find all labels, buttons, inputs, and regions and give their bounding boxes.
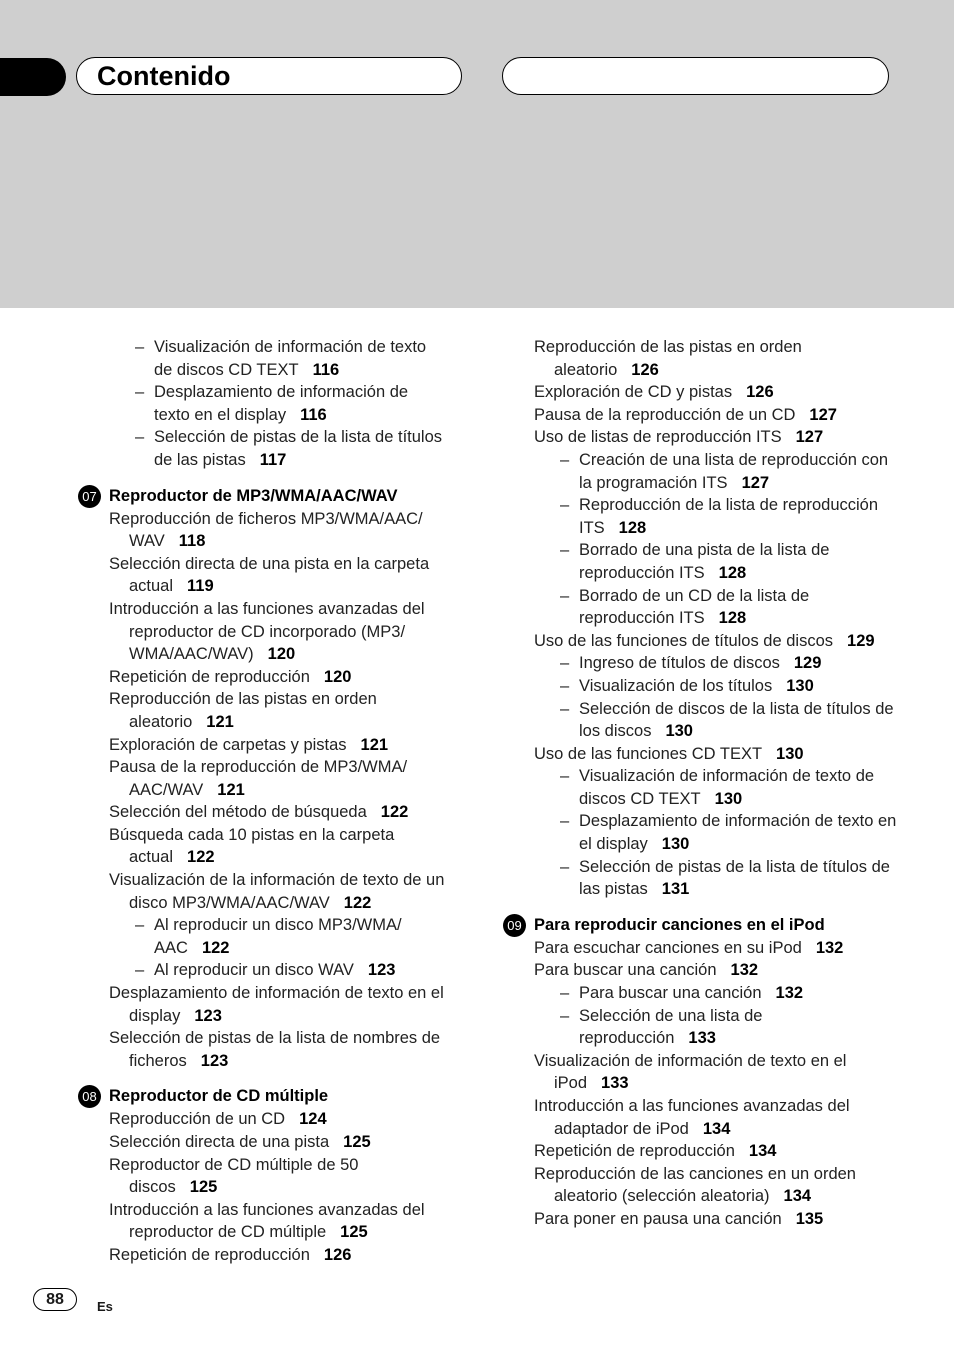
toc-page-number: 130 [661, 835, 690, 854]
toc-entry-text: Selección de pistas de la lista de nombres de ficheros [109, 1029, 441, 1070]
toc-page-number: 116 [300, 405, 327, 424]
toc-entry-text: Selección de discos de la lista de títulos de los discos [579, 699, 894, 741]
toc-page-number: 125 [343, 1133, 371, 1151]
toc-entry-text: Creación de una lista de reproducción con la programación ITS [579, 450, 889, 492]
toc-entry-text: Selección del método de búsqueda [109, 803, 367, 822]
toc-entry[interactable] [78, 756, 448, 801]
toc-page-number: 125 [340, 1223, 368, 1242]
section-number-badge: 07 [78, 485, 101, 508]
toc-subentry[interactable] [503, 585, 898, 630]
toc-subentry[interactable] [78, 914, 448, 959]
toc-page-number: 129 [793, 654, 822, 673]
toc-entry-text: Introducción a las funciones avanzadas del reproductor de CD incorporado (MP3/ WMA/AAC/WAV) [109, 599, 425, 664]
toc-entry-text: Al reproducir un disco WAV [154, 961, 354, 980]
toc-entry-text: Selección directa de una pista en la carpeta actual [109, 554, 430, 596]
toc-page-number: 130 [665, 722, 693, 741]
toc-entry[interactable] [503, 426, 898, 449]
toc-entry-text: Visualización de información de texto de discos CD TEXT [579, 767, 875, 808]
toc-entry-text: Borrado de un CD de la lista de reproducción ITS [579, 586, 810, 628]
toc-entry-text: Desplazamiento de información de texto en el display [154, 383, 409, 424]
toc-page-number: 121 [206, 712, 234, 731]
toc-entry[interactable] [78, 734, 448, 757]
title-box [76, 57, 462, 95]
toc-page-number: 132 [775, 984, 804, 1003]
toc-entry[interactable] [78, 598, 448, 666]
blank-header-box [502, 57, 889, 95]
toc-entry-text: Búsqueda cada 10 pistas en la carpeta actual [109, 825, 395, 867]
toc-page-number: 135 [795, 1209, 824, 1228]
toc-entry[interactable] [78, 666, 448, 689]
toc-page-number: 122 [187, 848, 215, 867]
toc-entry-text: Selección de pistas de la lista de títulos de las pistas [154, 428, 443, 469]
toc-page-number: 127 [741, 473, 770, 492]
toc-entry[interactable] [503, 1050, 898, 1095]
toc-page-number: 120 [267, 645, 296, 664]
toc-entry[interactable] [503, 743, 898, 766]
toc-entry[interactable] [503, 1163, 898, 1208]
toc-page-number: 133 [601, 1074, 629, 1093]
toc-entry-text: Visualización de los títulos [579, 676, 773, 695]
section-tab-marker [0, 58, 66, 96]
section-title: Reproductor de MP3/WMA/AAC/WAV [109, 486, 398, 505]
toc-entry[interactable] [503, 959, 898, 982]
toc-entry[interactable] [78, 982, 448, 1027]
toc-entry-text: Uso de las funciones de títulos de discos [534, 631, 834, 650]
toc-entry[interactable] [503, 1140, 898, 1163]
dash-bullet: – [135, 428, 145, 447]
toc-entry-text: Introducción a las funciones avanzadas del adaptador de iPod [534, 1097, 850, 1138]
toc-section-heading[interactable] [78, 485, 448, 508]
toc-page-number: 132 [815, 938, 844, 957]
dash-bullet: – [560, 699, 570, 718]
toc-right-column [503, 336, 898, 1231]
toc-entry[interactable] [78, 508, 448, 553]
toc-entry-text: Reproducción de las canciones en un orden aleatorio (selección aleatoria) [534, 1164, 856, 1206]
toc-entry-text: Visualización de la información de texto de un disco MP3/WMA/AAC/WAV [109, 871, 445, 912]
toc-page-number: 117 [259, 450, 287, 469]
dash-bullet: – [135, 916, 145, 935]
toc-subentry[interactable] [503, 856, 898, 901]
toc-entry-text: Exploración de carpetas y pistas [109, 735, 347, 754]
toc-entry-text: Reproducción de ficheros MP3/WMA/AAC/ WAV [109, 509, 423, 551]
toc-page-number: 123 [367, 961, 396, 980]
dash-bullet: – [560, 450, 570, 469]
dash-bullet: – [560, 541, 570, 560]
toc-entry[interactable] [78, 1244, 448, 1267]
language-label: Es [97, 1299, 113, 1314]
toc-page-number: 123 [200, 1051, 229, 1070]
toc-subentry[interactable] [503, 810, 898, 855]
toc-page-number: 132 [730, 961, 759, 980]
toc-entry-text: Selección de pistas de la lista de títulos de las pistas [579, 857, 890, 899]
toc-entry-text: Reproducción de un CD [109, 1110, 286, 1129]
toc-entry[interactable] [503, 381, 898, 404]
toc-page-number: 121 [360, 735, 389, 754]
toc-entry-text: Visualización de información de texto de discos CD TEXT [154, 338, 427, 379]
toc-entry[interactable] [78, 553, 448, 598]
toc-page-number: 118 [178, 532, 206, 551]
dash-bullet: – [560, 586, 570, 605]
dash-bullet: – [560, 984, 570, 1003]
toc-entry[interactable] [503, 1095, 898, 1140]
toc-entry-text: Pausa de la reproducción de MP3/WMA/ AAC/WAV [109, 758, 408, 799]
toc-entry-text: Repetición de reproducción [109, 1245, 310, 1264]
toc-subentry[interactable] [503, 652, 898, 675]
toc-left-column [78, 336, 448, 1267]
toc-entry-text: Para escuchar canciones en su iPod [534, 938, 802, 957]
toc-entry-text: Uso de listas de reproducción ITS [534, 428, 782, 447]
toc-entry[interactable] [78, 1027, 448, 1072]
toc-entry[interactable] [78, 869, 448, 914]
dash-bullet: – [560, 1006, 570, 1025]
toc-entry-text: Para poner en pausa una canción [534, 1209, 782, 1228]
toc-subentry[interactable] [78, 381, 448, 426]
toc-section-heading[interactable] [78, 1085, 448, 1108]
toc-page-number: 122 [201, 938, 230, 957]
toc-entry[interactable] [503, 404, 898, 427]
dash-bullet: – [560, 496, 570, 515]
toc-page-number: 122 [380, 803, 409, 822]
toc-entry-text: Repetición de reproducción [534, 1142, 735, 1161]
toc-page-number: 126 [631, 360, 659, 379]
dash-bullet: – [560, 654, 570, 673]
toc-section-heading[interactable] [503, 914, 898, 937]
toc-entry[interactable] [78, 1199, 448, 1244]
section-title: Para reproducir canciones en el iPod [534, 915, 825, 934]
toc-subentry[interactable] [78, 336, 448, 381]
toc-entry-text: Para buscar una canción [579, 984, 762, 1003]
toc-entry-text: Borrado de una pista de la lista de reproducción ITS [579, 541, 830, 582]
toc-entry-text: Al reproducir un disco MP3/WMA/ AAC [154, 916, 402, 957]
toc-entry-text: Uso de las funciones CD TEXT [534, 744, 763, 763]
toc-entry-text: Exploración de CD y pistas [534, 383, 733, 402]
toc-entry-text: Reproducción de las pistas en orden aleatorio [109, 690, 377, 731]
toc-page-number: 129 [847, 631, 875, 650]
toc-subentry[interactable] [78, 959, 448, 982]
toc-entry[interactable] [78, 688, 448, 733]
toc-subentry[interactable] [503, 494, 898, 539]
toc-entry-text: Introducción a las funciones avanzadas del reproductor de CD múltiple [109, 1200, 425, 1242]
toc-page-number: 120 [323, 667, 352, 686]
toc-page-number: 131 [661, 880, 690, 899]
toc-page-number: 127 [809, 405, 837, 424]
toc-subentry[interactable] [503, 1005, 898, 1050]
page-number: 88 [33, 1288, 77, 1311]
toc-page-number: 128 [718, 563, 747, 582]
toc-page-number: 119 [187, 577, 214, 596]
dash-bullet: – [135, 383, 145, 402]
toc-page-number: 128 [718, 609, 747, 628]
toc-page-number: 134 [702, 1119, 731, 1138]
toc-page-number: 127 [795, 428, 824, 447]
dash-bullet: – [135, 338, 145, 356]
toc-entry-text: Reproductor de CD múltiple de 50 discos [109, 1155, 359, 1197]
toc-entry-text: Selección de una lista de reproducción [579, 1006, 763, 1048]
toc-entry[interactable] [78, 1108, 448, 1131]
toc-entry-text: Desplazamiento de información de texto en el display [109, 984, 444, 1025]
toc-subentry[interactable] [503, 675, 898, 698]
toc-entry-text: Pausa de la reproducción de un CD [534, 405, 796, 424]
toc-entry[interactable] [78, 801, 448, 824]
toc-page-number: 134 [748, 1142, 777, 1161]
page-title: Contenido [97, 61, 231, 91]
toc-entry-text: Ingreso de títulos de discos [579, 654, 780, 673]
toc-page-number: 126 [746, 383, 774, 402]
toc-page-number: 126 [323, 1245, 352, 1264]
toc-subentry[interactable] [78, 426, 448, 471]
toc-subentry[interactable] [503, 982, 898, 1005]
toc-entry[interactable] [78, 1154, 448, 1199]
dash-bullet: – [560, 676, 570, 695]
toc-page-number: 123 [194, 1006, 222, 1025]
toc-entry[interactable] [503, 630, 898, 653]
toc-entry-text: Reproducción de las pistas en orden aleatorio [534, 338, 802, 379]
toc-page-number: 128 [618, 518, 647, 537]
toc-subentry[interactable] [503, 449, 898, 494]
toc-entry[interactable] [503, 1208, 898, 1231]
header-band [0, 0, 954, 308]
toc-entry[interactable] [503, 336, 898, 381]
toc-entry[interactable] [78, 1131, 448, 1154]
toc-page-number: 125 [189, 1178, 218, 1197]
toc-page-number: 124 [299, 1110, 327, 1129]
dash-bullet: – [135, 961, 145, 980]
toc-entry-text: Para buscar una canción [534, 961, 717, 980]
dash-bullet: – [560, 857, 570, 876]
section-number-badge: 08 [78, 1085, 101, 1108]
toc-entry-text: Reproducción de la lista de reproducción ITS [579, 496, 879, 537]
toc-page-number: 130 [714, 789, 743, 808]
toc-subentry[interactable] [503, 698, 898, 743]
toc-entry-text: Repetición de reproducción [109, 667, 310, 686]
dash-bullet: – [560, 767, 570, 786]
toc-subentry[interactable] [503, 765, 898, 810]
toc-page-number: 121 [217, 780, 245, 799]
toc-entry[interactable] [78, 824, 448, 869]
toc-entry[interactable] [503, 937, 898, 960]
toc-page-number: 133 [688, 1029, 716, 1048]
toc-page-number: 122 [343, 893, 372, 912]
toc-page-number: 130 [776, 744, 804, 763]
section-title: Reproductor de CD múltiple [109, 1087, 329, 1106]
toc-page-number: 116 [312, 360, 340, 379]
toc-page-number: 130 [786, 676, 814, 695]
toc-subentry[interactable] [503, 539, 898, 584]
toc-entry-text: Visualización de información de texto en el iPod [534, 1051, 847, 1093]
section-number-badge: 09 [503, 914, 526, 937]
toc-entry-text: Desplazamiento de información de texto en el display [579, 812, 897, 854]
dash-bullet: – [560, 812, 570, 831]
toc-entry-text: Selección directa de una pista [109, 1133, 330, 1151]
toc-page-number: 134 [783, 1187, 812, 1206]
